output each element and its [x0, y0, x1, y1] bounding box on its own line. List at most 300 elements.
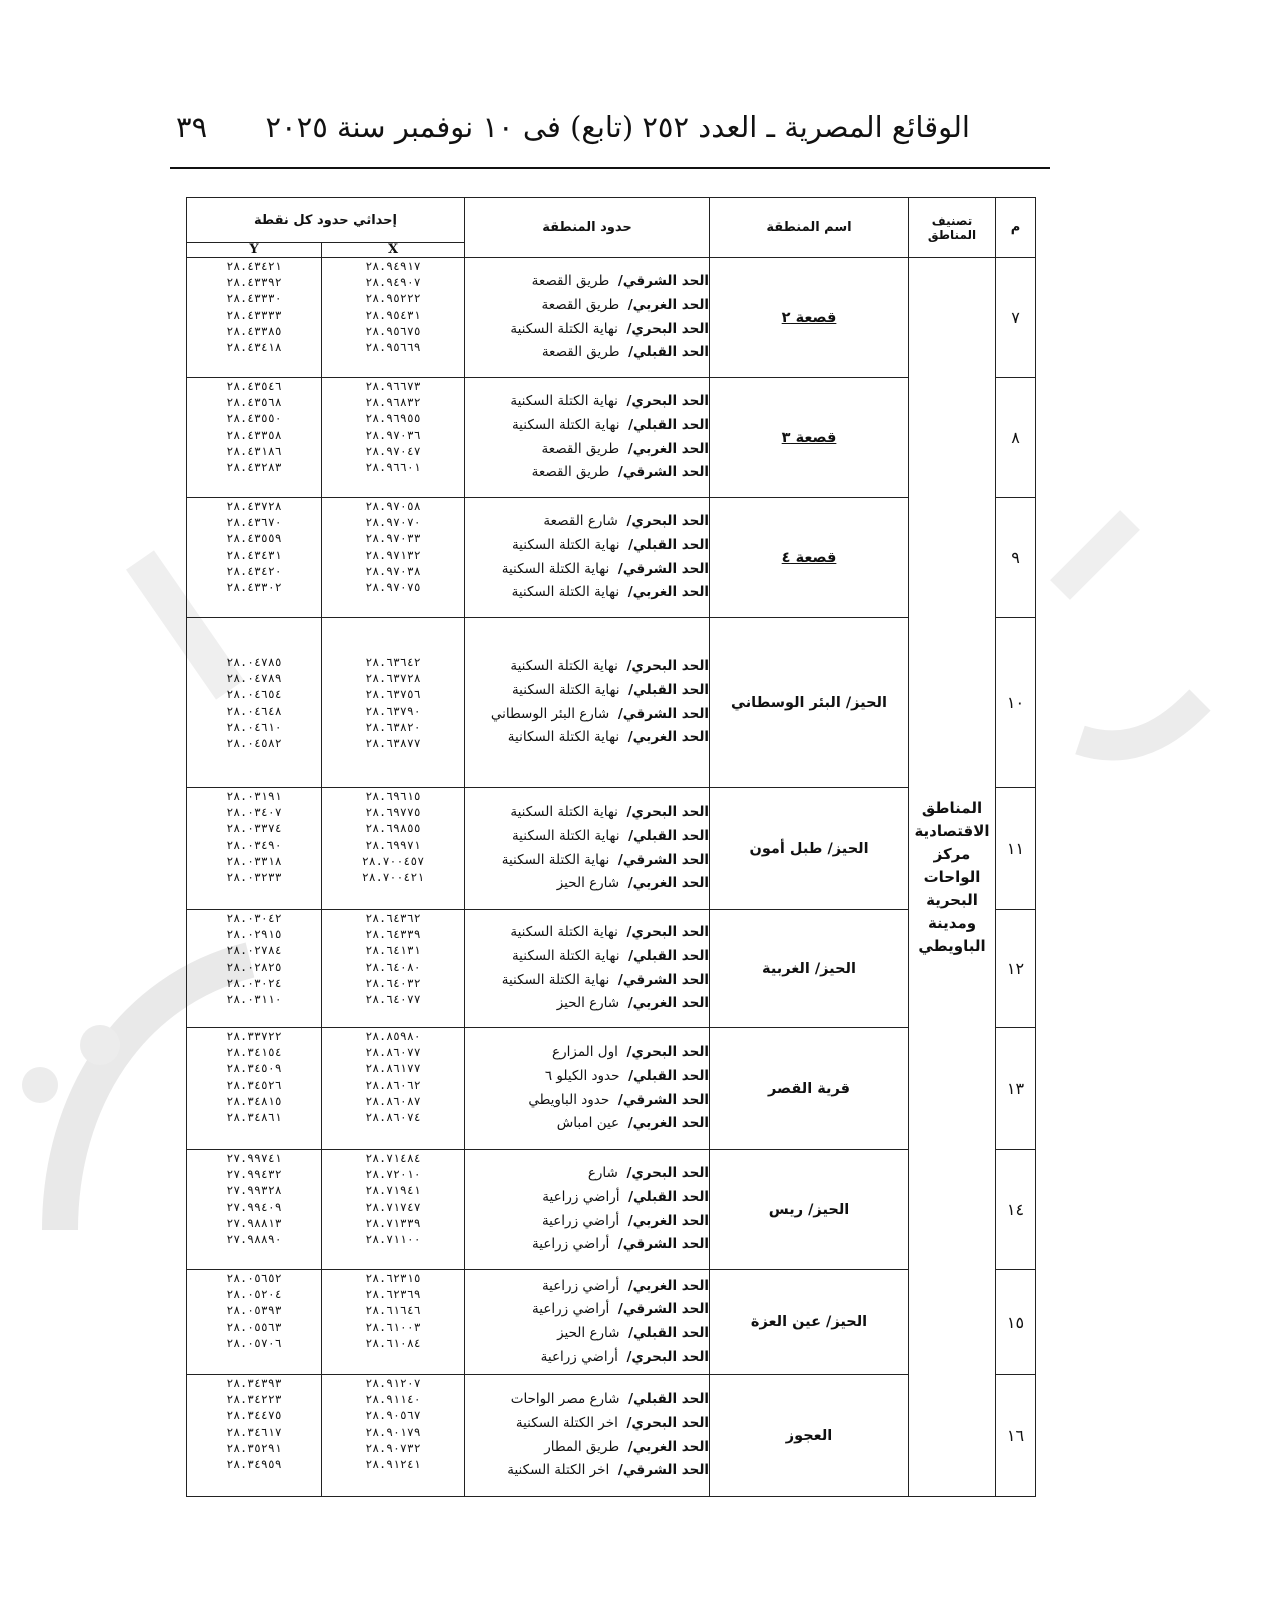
boundary-value: أراضي زراعية [542, 1188, 620, 1205]
coord-x-value: ٢٨.٩٠١٧٩ [365, 1424, 421, 1439]
coord-x-value: ٢٨.٩٥٦٦٩ [365, 340, 421, 355]
coord-x-value: ٢٨.٦٣٨٧٧ [365, 735, 421, 750]
boundary-label: الحد البحري/ [626, 804, 710, 821]
zone-boundaries [465, 1150, 710, 1270]
coord-x-list [322, 378, 464, 475]
boundary-label: الحد الشرقي/ [617, 1462, 710, 1479]
coord-x-value: ٢٨.٩٠٧٣٢ [365, 1440, 421, 1455]
coord-y-list [187, 378, 321, 475]
boundary-label: الحد الشرقي/ [617, 273, 710, 290]
zone-name [710, 258, 909, 378]
boundary-label: الحد القبلي/ [628, 1188, 710, 1205]
boundary-line [465, 438, 709, 462]
coord-x-value: ٢٨.٦٣٧٢٨ [365, 671, 421, 686]
coord-y-value: ٢٧.٩٩٤٣٢ [226, 1167, 282, 1182]
boundary-value: شارع مصر الواحات [510, 1391, 620, 1408]
zone-row [187, 1375, 1036, 1497]
coord-y-value: ٢٨.٠٣١١٠ [226, 992, 282, 1007]
boundary-line [465, 1065, 709, 1089]
boundary-value: نهاية الكتلة السكنية [511, 681, 620, 698]
coord-y-value: ٢٧.٩٩٣٢٨ [226, 1183, 282, 1198]
coord-x-value: ٢٨.٩١٢٠٧ [365, 1376, 421, 1390]
boundary-label: الحد الغربي/ [627, 875, 710, 892]
coord-x-cell [322, 378, 465, 498]
boundary-label: الحد الشرقي/ [617, 1091, 710, 1108]
coord-y-value: ٢٧.٩٨٨١٣ [226, 1215, 282, 1230]
zone-row [187, 1270, 1036, 1375]
coord-x-value: ٢٨.٦٤١٣١ [365, 943, 421, 958]
boundary-value: نهاية الكتلة السكنية [501, 560, 610, 577]
zone-row [187, 910, 1036, 1028]
coord-x-value: ٢٨.٦١٠٠٣ [365, 1319, 421, 1334]
coord-x-value: ٢٨.٧٢٠١٠ [365, 1167, 421, 1182]
boundary-value: نهاية الكتلة السكنية [511, 947, 620, 964]
boundary-label: الحد الغربي/ [627, 729, 710, 746]
zone-name [710, 378, 909, 498]
coord-y-value: ٢٨.٠٤٦١٠ [226, 719, 282, 734]
coord-y-value: ٢٨.٠٤٧٨٥ [226, 654, 282, 669]
coord-y-value: ٢٨.٤٣٤١٨ [226, 340, 282, 355]
boundary-label: الحد القبلي/ [628, 681, 710, 698]
boundary-line [465, 849, 709, 873]
coord-x-list [322, 1375, 464, 1472]
boundary-value: نهاية الكتلة السكنية [510, 924, 618, 941]
coord-x-value: ٢٨.٦١٦٤٦ [365, 1303, 421, 1318]
zone-number: ١٤ [996, 1150, 1036, 1270]
zone-name [710, 1375, 909, 1497]
boundary-value: نهاية الكتلة السكنية [511, 536, 620, 553]
boundary-value: نهاية الكتلة السكنية [511, 827, 620, 844]
coord-x-value: ٢٨.٦٤٣٦٢ [365, 911, 421, 925]
boundary-label: الحد القبلي/ [628, 1067, 710, 1084]
coord-x-value: ٢٨.٩٥٤٣١ [365, 307, 421, 322]
zone-boundaries [465, 618, 710, 788]
boundary-value: نهاية الكتلة السكنية [510, 804, 618, 821]
coord-y-value: ٢٨.٠٤٦٤٨ [226, 703, 282, 718]
zone-number: ٩ [996, 498, 1036, 618]
boundary-label: الحد البحري/ [626, 1044, 710, 1061]
boundary-line [465, 825, 709, 849]
zone-row [187, 498, 1036, 618]
coord-x-list [322, 258, 464, 355]
zones-table-body [187, 258, 1036, 1497]
boundary-line [465, 414, 709, 438]
boundary-line [465, 1459, 709, 1483]
zone-name [710, 1150, 909, 1270]
page-number: ٣٩ [176, 110, 208, 144]
boundary-label: الحد الغربي/ [627, 1115, 710, 1132]
header-y: Y [187, 243, 322, 258]
boundary-line [465, 341, 709, 365]
boundary-line [465, 1210, 709, 1234]
coord-x-value: ٢٨.٩٦٦٠١ [365, 460, 421, 475]
coord-x-value: ٢٨.٩٦٨٣٢ [365, 395, 421, 410]
coord-x-list [322, 1270, 464, 1351]
coord-x-list [322, 654, 464, 751]
boundary-value: شارع الحيز [556, 995, 620, 1012]
boundary-label: الحد القبلي/ [628, 536, 710, 553]
coord-x-value: ٢٨.٩٧٠٣٣ [365, 531, 421, 546]
coord-y-value: ٢٨.٤٣٧٢٨ [226, 499, 282, 513]
coord-x-cell [322, 910, 465, 1028]
coord-y-cell [187, 1028, 322, 1150]
coord-y-value: ٢٨.٠٣٤٩٠ [226, 837, 282, 852]
boundary-value: حدود الباويطي [528, 1091, 610, 1108]
coord-y-cell [187, 498, 322, 618]
header-x: X [322, 243, 465, 258]
coord-x-value: ٢٨.٦٣٧٥٦ [365, 687, 421, 702]
coord-y-list [187, 910, 321, 1007]
coord-y-value: ٢٨.٠٥٣٩٣ [226, 1303, 282, 1318]
coord-x-value: ٢٨.٦٢٣١٥ [365, 1271, 421, 1285]
zone-number: ١١ [996, 788, 1036, 910]
header-class: تصنيف المناطق [909, 198, 996, 258]
boundary-line [465, 461, 709, 485]
boundary-label: الحد الغربي/ [627, 1212, 710, 1229]
coord-y-list [187, 1028, 321, 1125]
zone-name-text: قصعة ٢ [781, 309, 837, 326]
coord-y-value: ٢٨.٤٣٣٠٢ [226, 580, 282, 595]
zone-name-text: الحيز/ طبل أمون [749, 840, 869, 857]
coord-y-value: ٢٨.٣٤١٥٤ [226, 1045, 282, 1060]
boundary-line [465, 558, 709, 582]
coord-x-value: ٢٨.٧٠٠٤٥٧ [361, 853, 425, 868]
zone-boundaries [465, 498, 710, 618]
boundary-line [465, 679, 709, 703]
zone-name-text: قصعة ٤ [781, 549, 837, 566]
coord-x-value: ٢٨.٦٣٦٤٢ [365, 654, 421, 669]
boundary-value: نهاية الكتلة السكنية [501, 971, 610, 988]
boundary-value: طريق القصعة [531, 273, 610, 290]
coord-x-value: ٢٨.٩١٢٤١ [365, 1457, 421, 1472]
coord-x-value: ٢٨.٦٣٨٢٠ [365, 719, 421, 734]
coord-x-cell [322, 618, 465, 788]
coord-y-value: ٢٨.٤٣٦٧٠ [226, 515, 282, 530]
coord-x-value: ٢٨.٧٠٠٤٢١ [361, 870, 425, 885]
boundary-line [465, 1436, 709, 1460]
coord-y-value: ٢٧.٩٩٤٠٩ [226, 1199, 282, 1214]
boundary-value: أراضي زراعية [532, 1236, 610, 1253]
coord-y-value: ٢٨.٣٤٥٢٦ [226, 1077, 282, 1092]
zone-name-text: الحيز/ البئر الوسطاني [731, 694, 887, 711]
coord-x-value: ٢٨.٩٠٥٦٧ [365, 1408, 421, 1423]
coord-y-value: ٢٨.٠٢٩١٥ [226, 927, 282, 942]
boundary-value: نهاية الكتلة السكنية [511, 416, 620, 433]
coord-x-value: ٢٨.٩١١٤٠ [365, 1392, 421, 1407]
coord-y-value: ٢٨.٣٤٨٦١ [226, 1110, 282, 1125]
watermark-stroke-right-1 [1060, 520, 1130, 590]
zone-boundaries [465, 1028, 710, 1150]
coord-y-value: ٢٨.٠٤٧٨٩ [226, 671, 282, 686]
boundary-value: نهاية الكتلة السكنية [510, 658, 618, 675]
coord-x-cell [322, 1270, 465, 1375]
boundary-line [465, 1041, 709, 1065]
coord-y-value: ٢٨.٠٣٣١٨ [226, 853, 282, 868]
coord-x-value: ٢٨.٧١٩٤١ [365, 1183, 421, 1198]
zone-boundaries [465, 910, 710, 1028]
coord-x-list [322, 498, 464, 595]
boundary-line [465, 921, 709, 945]
coord-x-value: ٢٨.٩٧٠٧٥ [365, 580, 421, 595]
boundary-line [465, 801, 709, 825]
boundary-value: أراضي زراعية [541, 1277, 620, 1294]
coord-x-value: ٢٨.٨٦٠٧٧ [365, 1045, 421, 1060]
boundary-line [465, 969, 709, 993]
boundary-value: أراضي زراعية [540, 1348, 618, 1365]
coord-y-value: ٢٨.٠٣٣٧٤ [226, 821, 282, 836]
coord-x-cell [322, 1028, 465, 1150]
zone-number: ١٥ [996, 1270, 1036, 1375]
coord-y-cell [187, 378, 322, 498]
boundary-line [465, 1298, 709, 1322]
coord-x-value: ٢٨.٨٦٠٧٤ [365, 1110, 421, 1125]
coord-y-value: ٢٨.٤٣٢٨٣ [226, 460, 282, 475]
boundary-value: أراضي زراعية [532, 1301, 610, 1318]
coord-y-value: ٢٨.٠٣١٩١ [226, 789, 282, 803]
coord-y-value: ٢٨.٠٣٤٠٧ [226, 805, 282, 820]
boundary-value: شارع الحيز [556, 875, 620, 892]
coord-y-value: ٢٨.٠٥٥٦٣ [226, 1319, 282, 1334]
boundary-line [465, 510, 709, 534]
boundary-value: اخر الكتلة السكنية [515, 1414, 618, 1431]
coord-y-value: ٢٨.٣٤٢٢٣ [226, 1392, 282, 1407]
coord-y-value: ٢٨.٣٤٩٥٩ [226, 1457, 282, 1472]
coord-x-value: ٢٨.٩٧٠٤٧ [365, 443, 421, 458]
coord-x-value: ٢٨.٦٤٣٣٩ [365, 927, 421, 942]
zone-boundaries [465, 378, 710, 498]
coord-y-value: ٢٨.٣٣٧٢٢ [226, 1029, 282, 1043]
boundary-label: الحد الشرقي/ [617, 1301, 710, 1318]
boundary-label: الحد القبلي/ [628, 1391, 710, 1408]
zone-boundaries [465, 1375, 710, 1497]
zone-classification: المناطق الاقتصادية مركز الواحات البحرية ومدينة الباويطي [909, 258, 996, 1497]
coord-y-list [187, 654, 321, 751]
zone-name-text: قصعة ٣ [781, 429, 837, 446]
boundary-label: الحد البحري/ [626, 1348, 710, 1365]
boundary-label: الحد البحري/ [626, 924, 710, 941]
boundary-value: طريق القصعة [541, 296, 620, 313]
boundary-value: شارع الحيز [557, 1325, 620, 1341]
boundary-label: الحد البحري/ [626, 513, 710, 530]
boundary-line [465, 294, 709, 318]
header-name: اسم المنطقة [710, 198, 909, 258]
boundary-line [465, 1089, 709, 1113]
zone-boundaries [465, 1270, 710, 1375]
boundary-line [465, 1233, 709, 1257]
coord-y-list [187, 1150, 321, 1247]
boundary-line [465, 872, 709, 896]
coord-y-value: ٢٨.٣٤٥٠٩ [226, 1061, 282, 1076]
header-rule [170, 167, 1050, 169]
boundary-label: الحد الغربي/ [627, 584, 710, 601]
coord-x-list [322, 1028, 464, 1125]
coord-y-value: ٢٨.٤٣٣٣٠ [226, 291, 282, 306]
zone-name [710, 910, 909, 1028]
coord-y-value: ٢٨.٤٣٣٣٣ [226, 307, 282, 322]
coord-y-value: ٢٨.٠٣٠٢٤ [226, 975, 282, 990]
coord-y-value: ٢٨.٠٣٠٤٢ [226, 911, 282, 925]
boundary-label: الحد الغربي/ [627, 1438, 710, 1455]
coord-x-value: ٢٨.٧١٧٤٧ [365, 1199, 421, 1214]
zone-number: ١٦ [996, 1375, 1036, 1497]
coord-y-value: ٢٨.٣٤٦١٧ [226, 1424, 282, 1439]
boundary-label: الحد القبلي/ [628, 827, 710, 844]
boundary-label: الحد الغربي/ [627, 995, 710, 1012]
coord-x-value: ٢٨.٦٩٩٧١ [365, 837, 421, 852]
coord-x-value: ٢٨.٦٤٠٧٧ [365, 992, 421, 1007]
coord-y-value: ٢٨.٤٣٥٥٠ [226, 411, 282, 426]
coord-x-cell [322, 1375, 465, 1497]
boundary-value: اخر الكتلة السكنية [507, 1462, 610, 1479]
boundary-line [465, 703, 709, 727]
zone-number: ١٣ [996, 1028, 1036, 1150]
watermark-dot-1 [22, 1067, 58, 1103]
coord-x-value: ٢٨.٦٣٧٩٠ [365, 703, 421, 718]
coord-x-value: ٢٨.٩٧٠٥٨ [365, 499, 421, 513]
boundary-value: اول المزارع [552, 1044, 618, 1061]
zone-number: ١٠ [996, 618, 1036, 788]
boundary-label: الحد الغربي/ [627, 440, 710, 457]
coord-x-value: ٢٨.٦٩٨٥٥ [365, 821, 421, 836]
coord-x-value: ٢٨.٦١٠٨٤ [365, 1335, 421, 1350]
boundary-label: الحد القبلي/ [628, 947, 710, 964]
zone-name-text: الحيز/ الغربية [762, 960, 856, 977]
coord-x-cell [322, 788, 465, 910]
coord-x-value: ٢٨.٧١٣٣٩ [365, 1215, 421, 1230]
boundary-value: شارع [587, 1165, 618, 1182]
coord-x-value: ٢٨.٦٩٦١٥ [365, 789, 421, 803]
coord-y-value: ٢٨.٤٣٤٣١ [226, 547, 282, 562]
coord-y-value: ٢٨.٤٣٤٢٠ [226, 563, 282, 578]
zone-row [187, 618, 1036, 788]
zone-name [710, 618, 909, 788]
coord-y-cell [187, 1270, 322, 1375]
header-coords: إحداثي حدود كل نقطة [187, 198, 465, 243]
page-header [170, 110, 1050, 154]
coord-y-list [187, 258, 321, 355]
zone-name [710, 498, 909, 618]
coord-y-cell [187, 258, 322, 378]
boundary-label: الحد الغربي/ [627, 296, 710, 313]
coord-x-value: ٢٨.٩٦٩٥٥ [365, 411, 421, 426]
coord-x-value: ٢٨.٩٧٠٣٦ [365, 427, 421, 442]
coord-y-value: ٢٧.٩٨٨٩٠ [226, 1232, 282, 1247]
coord-y-value: ٢٨.٤٣٣٥٨ [226, 427, 282, 442]
coord-y-list [187, 788, 321, 885]
coord-x-value: ٢٨.٩٥٦٧٥ [365, 323, 421, 338]
zones-table [186, 197, 1036, 1497]
coord-y-value: ٢٨.٤٣٤٢١ [226, 259, 282, 273]
gazette-title: الوقائع المصرية ـ العدد ٢٥٢ (تابع) فى ١٠ نوفمبر سنة ٢٠٢٥ [265, 110, 970, 144]
coord-y-value: ٢٨.٠٤٦٥٤ [226, 687, 282, 702]
boundary-label: الحد الشرقي/ [617, 1236, 710, 1253]
boundary-label: الحد البحري/ [626, 393, 710, 410]
watermark-stroke-right-2 [1080, 700, 1200, 745]
coord-y-value: ٢٨.٤٣٣٩٢ [226, 275, 282, 290]
boundary-line [465, 270, 709, 294]
coord-x-value: ٢٨.٨٦٠٨٧ [365, 1093, 421, 1108]
coord-y-value: ٢٨.٤٣٣٨٥ [226, 323, 282, 338]
coord-x-value: ٢٨.٩٧١٣٢ [365, 547, 421, 562]
boundary-label: الحد القبلي/ [628, 416, 710, 433]
boundary-line [465, 1275, 709, 1299]
boundary-label: الحد الغربي/ [627, 1277, 710, 1294]
boundary-value: شارع القصعة [543, 513, 618, 530]
boundary-line [465, 318, 709, 342]
zone-row [187, 258, 1036, 378]
zone-name-text: الحيز/ عين العزة [750, 1314, 868, 1330]
boundary-line [465, 1412, 709, 1436]
zone-row [187, 1150, 1036, 1270]
zone-name-text: العجوز [785, 1427, 833, 1444]
boundary-label: الحد الشرقي/ [617, 560, 710, 577]
boundary-value: شارع البئر الوسطاني [490, 705, 610, 722]
boundary-line [465, 1186, 709, 1210]
boundary-value: عين امباش [556, 1115, 620, 1132]
boundary-line [465, 655, 709, 679]
coord-x-value: ٢٨.٩٧٠٣٨ [365, 563, 421, 578]
coord-y-value: ٢٨.٠٢٧٨٤ [226, 943, 282, 958]
boundary-label: الحد البحري/ [626, 1165, 710, 1182]
zone-name [710, 1028, 909, 1150]
coord-x-value: ٢٨.٧١٤٨٤ [365, 1151, 421, 1165]
coord-x-value: ٢٨.٨٦٠٦٢ [365, 1077, 421, 1092]
boundary-label: الحد الشرقي/ [617, 705, 710, 722]
boundary-line [465, 726, 709, 750]
zone-number: ٨ [996, 378, 1036, 498]
zone-number: ٧ [996, 258, 1036, 378]
boundary-line [465, 992, 709, 1016]
coord-x-value: ٢٨.٦٩٧٧٥ [365, 805, 421, 820]
coord-x-list [322, 788, 464, 885]
coord-x-value: ٢٨.٩٦٦٧٣ [365, 379, 421, 393]
coord-y-value: ٢٨.٠٥٦٥٢ [226, 1271, 282, 1285]
coord-x-value: ٢٨.٩٤٩٠٧ [365, 275, 421, 290]
zone-name [710, 1270, 909, 1375]
coord-x-list [322, 1150, 464, 1247]
watermark-dot-2 [80, 1025, 120, 1065]
boundary-value: نهاية الكتلة السكانية [507, 729, 620, 746]
boundary-value: طريق القصعة [541, 344, 620, 361]
coord-y-value: ٢٨.٣٤٤٧٥ [226, 1408, 282, 1423]
boundary-value: حدود الكيلو ٦ [544, 1067, 620, 1084]
boundary-line [465, 945, 709, 969]
coord-y-value: ٢٨.٠٣٢٣٣ [226, 870, 282, 885]
zone-row [187, 788, 1036, 910]
header-num: م [996, 198, 1036, 258]
boundary-label: الحد الشرقي/ [617, 971, 710, 988]
coord-y-list [187, 1270, 321, 1351]
boundary-value: طريق المطار [544, 1438, 620, 1455]
coord-y-value: ٢٨.٠٤٥٨٢ [226, 735, 282, 750]
coord-x-cell [322, 1150, 465, 1270]
coord-x-value: ٢٨.٨٥٩٨٠ [365, 1029, 421, 1043]
zone-row [187, 378, 1036, 498]
coord-x-cell [322, 258, 465, 378]
zone-name-text: قرية القصر [768, 1080, 850, 1097]
boundary-label: الحد الشرقي/ [617, 464, 710, 481]
zone-row [187, 1028, 1036, 1150]
coord-y-cell [187, 910, 322, 1028]
boundary-value: طريق القصعة [531, 464, 610, 481]
coord-y-value: ٢٨.٣٤٣٩٣ [226, 1376, 282, 1390]
coord-y-value: ٢٨.٤٣١٨٦ [226, 443, 282, 458]
zone-name-text: الحيز/ ريس [768, 1201, 850, 1218]
coord-y-value: ٢٧.٩٩٧٤١ [226, 1151, 282, 1165]
coord-y-value: ٢٨.٤٣٥٦٨ [226, 395, 282, 410]
coord-y-cell [187, 1375, 322, 1497]
zone-boundaries [465, 258, 710, 378]
